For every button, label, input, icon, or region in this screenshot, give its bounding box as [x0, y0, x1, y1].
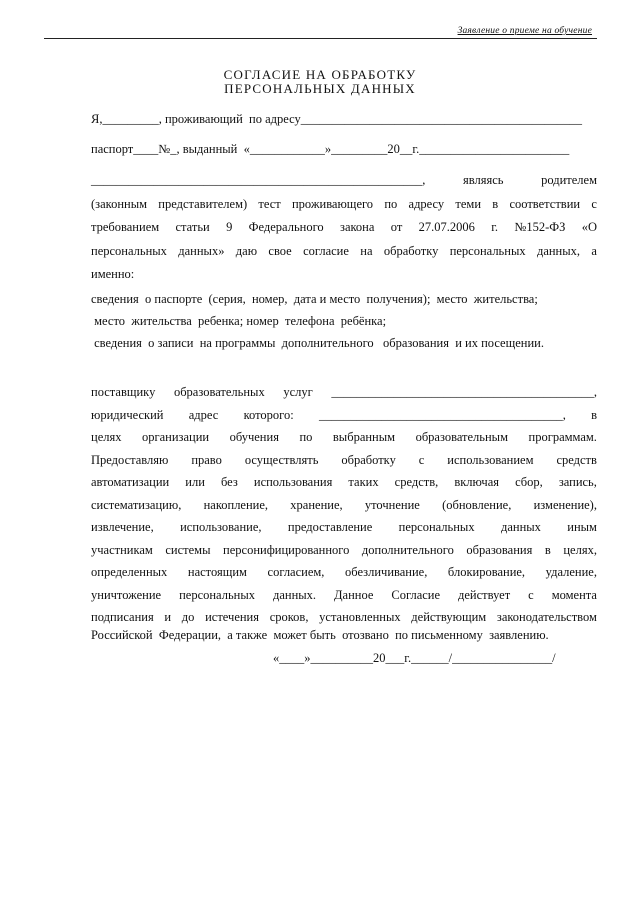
word: юридический [91, 407, 164, 422]
paragraph2-line [91, 407, 597, 423]
word: средств [556, 452, 597, 467]
applicant-address-line: Я,_________, проживающий по адресу_____________________________________________ [91, 112, 583, 126]
word: в [492, 196, 499, 211]
word: проживающего [291, 196, 374, 211]
paragraph2-line [91, 564, 597, 580]
paragraph1-line [91, 172, 597, 188]
word: программам. [528, 430, 597, 444]
word: использование, [180, 520, 262, 534]
paragraph2-line [91, 497, 597, 513]
word: без [220, 475, 238, 489]
word: _____________________________________________________, [91, 173, 426, 187]
word: на [360, 243, 373, 258]
word: уточнение [364, 497, 420, 512]
word: с [418, 452, 425, 467]
word: целях [91, 430, 122, 444]
word: данных, [536, 243, 581, 258]
word: согласие [303, 243, 349, 258]
paragraph2-line [91, 452, 597, 468]
word: (обновление, [442, 497, 512, 512]
word: поставщику [91, 385, 156, 399]
word: по [384, 196, 398, 211]
word: персональных [398, 520, 475, 534]
word: Данное [334, 587, 374, 602]
paragraph2-line [91, 542, 597, 558]
word: адресу [408, 196, 445, 211]
word: включая [454, 475, 499, 489]
word: установленных [319, 610, 401, 624]
word: обезличивание, [345, 565, 428, 579]
word: по [299, 430, 313, 444]
word: хранение, [290, 497, 343, 512]
last-paragraph-line: Российской Федерации, а также может быть отозвано по письменному заявлению. [91, 628, 549, 642]
word: соответствии [509, 196, 581, 211]
word: предоставление [287, 520, 373, 534]
word: уничтожение [91, 587, 162, 602]
word: в [544, 542, 551, 557]
word: автоматизации [91, 475, 170, 489]
word: (законным [91, 196, 148, 211]
word: обработку [383, 243, 439, 258]
word: __________________________________________, [331, 385, 597, 399]
paragraph1-line [91, 219, 597, 235]
paragraph2-line [91, 474, 597, 490]
word: согласием, [267, 565, 325, 579]
word: таких [348, 475, 379, 489]
paragraph2-line [91, 609, 597, 625]
word: блокирование, [447, 565, 526, 579]
word: адрес [188, 407, 219, 422]
word: накопление, [203, 497, 269, 512]
word: Федерального [248, 220, 324, 234]
word: обработку [341, 452, 396, 467]
word: с [528, 587, 534, 602]
word: извлечение, [91, 520, 154, 534]
word: изменение), [533, 497, 597, 512]
word: системы [165, 542, 211, 557]
word: даю [235, 243, 258, 258]
word: от [390, 220, 403, 234]
word: истечения [205, 610, 259, 624]
word: осуществлять [244, 452, 319, 467]
word: с [591, 196, 597, 211]
paragraph2-line [91, 587, 597, 603]
word: законодательством [496, 610, 597, 624]
word: данных» [178, 243, 225, 258]
word: выбранным [332, 430, 396, 444]
word: закона [340, 220, 375, 234]
word: иным [567, 520, 597, 534]
word: систематизацию, [91, 497, 182, 512]
word: удаление, [545, 565, 597, 579]
word: данных. [272, 587, 317, 602]
word: свое [268, 243, 292, 258]
word: а [591, 243, 597, 258]
word: тест [258, 196, 281, 211]
paragraph2-line [91, 384, 597, 400]
word: г. [491, 220, 499, 234]
word: персональных [449, 243, 526, 258]
word: персонифицированного [223, 542, 350, 557]
word: статьи [175, 220, 210, 234]
word: использованием [447, 452, 534, 467]
paragraph1-line [91, 243, 597, 259]
word: в [591, 407, 597, 422]
passport-line: паспорт____№_, выданный «____________»_________20__г.________________________ [91, 142, 570, 156]
data-item-residence: место жительства ребенка; номер телефона ребёнка; [91, 314, 387, 328]
word: именно: [91, 267, 135, 281]
word: и [164, 610, 172, 624]
word: образовательных [173, 385, 265, 399]
word: требованием [91, 220, 160, 234]
word: настоящим [187, 565, 247, 579]
word: являясь [462, 173, 504, 187]
word: сроков, [269, 610, 309, 624]
word: образовательным [415, 430, 508, 444]
word: «О [581, 220, 597, 234]
word: которого: [243, 407, 294, 422]
word: действует [458, 587, 511, 602]
word: средств, [394, 475, 439, 489]
signature-date-line: «____»__________20___г.______/________________/ [273, 651, 556, 665]
word: 27.07.2006 [418, 220, 475, 234]
word: определенных [91, 565, 168, 579]
word: организации [141, 430, 210, 444]
word: родителем [541, 173, 597, 187]
word: запись, [558, 475, 597, 489]
paragraph2-line [91, 429, 597, 445]
word: дополнительного [361, 542, 454, 557]
word: данных [500, 520, 541, 534]
word: персональных [91, 243, 167, 258]
word: момента [551, 587, 597, 602]
word: Предоставляю [91, 452, 169, 467]
word: 9 [226, 220, 233, 234]
word: Согласие [391, 587, 441, 602]
word: право [191, 452, 222, 467]
word: теми [455, 196, 482, 211]
paragraph2-line [91, 519, 597, 535]
word: участникам [91, 542, 153, 557]
word: сбор, [515, 475, 543, 489]
word: или [185, 475, 205, 489]
data-item-passport: сведения о паспорте (серия, номер, дата и место получения); место жительства; [91, 292, 538, 306]
word: представителем) [158, 196, 248, 211]
document-title-line1: СОГЛАСИЕ НА ОБРАБОТКУ [223, 67, 417, 82]
word: подписания [91, 610, 154, 624]
paragraph1-line [91, 266, 597, 282]
running-header: Заявление о приеме на обучение [457, 26, 592, 36]
word: _______________________________________, [318, 407, 566, 422]
word: №152-ФЗ [514, 220, 566, 234]
word: до [181, 610, 195, 624]
word: услуг [283, 385, 313, 399]
word: персональных [179, 587, 255, 602]
paragraph1-line [91, 196, 597, 212]
word: обучения [229, 430, 279, 444]
data-item-enrollment: сведения о записи на программы дополнительного образования и их посещении. [91, 336, 544, 350]
header-rule [44, 38, 597, 39]
document-title-line2: ПЕРСОНАЛЬНЫХ ДАННЫХ [224, 81, 416, 96]
word: использования [253, 475, 333, 489]
word: действующим [411, 610, 487, 624]
word: целях, [563, 542, 597, 557]
word: образования [466, 542, 533, 557]
